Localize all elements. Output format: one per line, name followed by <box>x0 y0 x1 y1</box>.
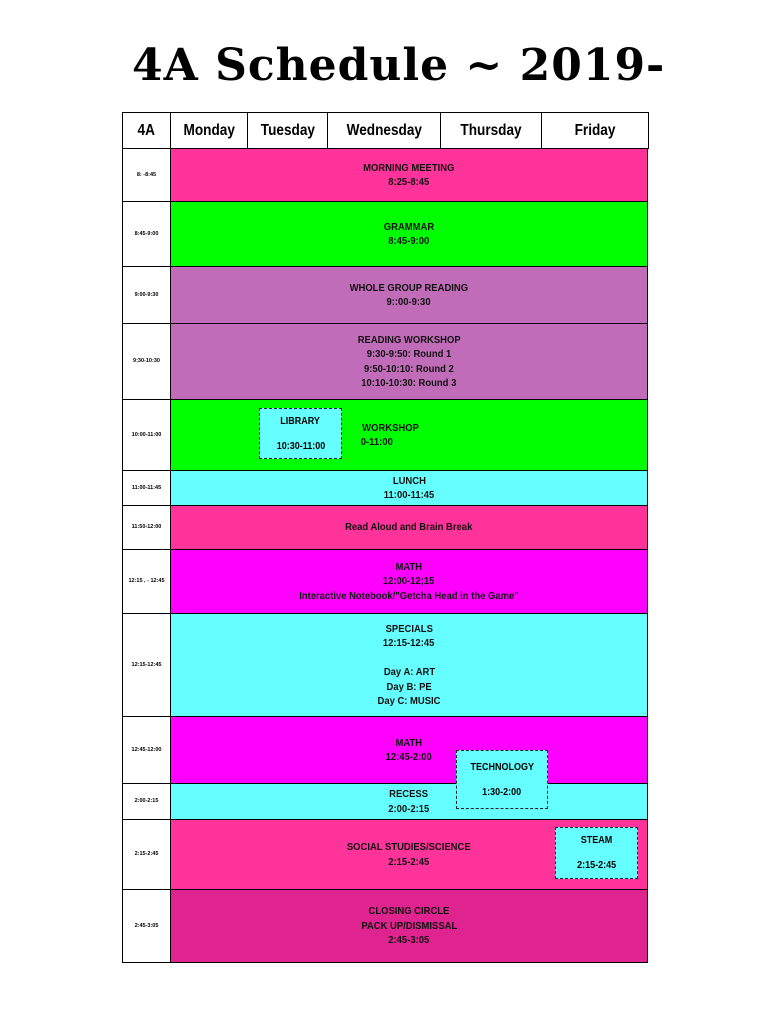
header-label: Tuesday <box>260 121 315 139</box>
block-line: GRAMMAR <box>383 220 435 233</box>
header-label: 4A <box>137 121 156 139</box>
time-cell: 9:00-9:30 <box>122 266 171 324</box>
block-line: WHOLE GROUP READING <box>349 281 469 294</box>
block-line: Interactive Notebook/"Getcha Head in the Game" <box>299 589 519 602</box>
schedule-block <box>170 399 648 471</box>
schedule-block <box>170 323 648 400</box>
schedule-block <box>170 505 648 550</box>
block-line: WORKSHOP <box>362 421 419 434</box>
time-cell: 11:00-11:45 <box>122 470 171 506</box>
header-4a <box>122 112 171 149</box>
page-title: 4A Schedule ~ 2019- <box>132 40 666 91</box>
block-line: SOCIAL STUDIES/SCIENCE <box>347 841 471 853</box>
time-cell: 8: -8:45 <box>122 148 171 202</box>
block-line: Read Aloud and Brain Break <box>345 521 473 534</box>
block-line: 9:30-9:50: Round 1 <box>366 348 452 360</box>
block-line: 11:00-11:45 <box>383 489 435 501</box>
schedule-block <box>170 716 648 784</box>
block-line: 12:45-2:00 <box>385 751 433 763</box>
schedule-block <box>170 613 648 717</box>
block-line: SPECIALS <box>385 622 433 635</box>
block-line: 9:50-10:10: Round 2 <box>364 362 454 375</box>
block-line: 8:45-9:00 <box>388 235 430 247</box>
library-time: 10:30-11:00 <box>276 440 325 452</box>
block-line: LUNCH <box>392 474 426 487</box>
block-line: 12:15-12:45 <box>383 637 435 649</box>
time-cell: 2:00-2:15 <box>122 783 171 820</box>
block-line: 0-11:00 <box>360 436 393 448</box>
steam-time: 2:15-2:45 <box>576 860 617 871</box>
time-cell: 11:50-12:00 <box>122 505 171 550</box>
schedule-block <box>170 889 648 963</box>
time-cell: 9:30-10:30 <box>122 323 171 400</box>
schedule-block <box>170 266 648 324</box>
block-line: MATH <box>395 736 423 749</box>
schedule-block <box>170 470 648 506</box>
block-line: 12:00-12;15 <box>383 575 435 588</box>
schedule-block <box>170 148 648 202</box>
library-callout <box>259 408 342 459</box>
header-monday <box>170 112 248 149</box>
schedule-block <box>170 783 648 820</box>
header-label: Thursday <box>460 121 522 139</box>
block-line: PACK UP/DISMISSAL <box>361 919 457 932</box>
block-line: 9::00-9:30 <box>386 296 432 308</box>
block-line: 10:10-10:30: Round 3 <box>361 377 457 389</box>
technology-title: TECHNOLOGY <box>470 761 534 773</box>
block-line: 2:45-3:05 <box>388 934 430 947</box>
block-line: READING WORKSHOP <box>357 333 461 346</box>
header-thursday <box>440 112 542 149</box>
steam-callout <box>555 827 638 879</box>
block-line: RECESS <box>389 788 429 800</box>
header-tuesday <box>247 112 328 149</box>
block-line: 2:00-2:15 <box>388 802 430 815</box>
time-cell: 12:15 , - 12:45 <box>122 549 171 614</box>
time-cell: 10:00-11:00 <box>122 399 171 471</box>
time-cell: 12:15-12:45 <box>122 613 171 717</box>
block-line: 8:25-8:45 <box>388 176 430 188</box>
time-cell: 8:45-9:00 <box>122 201 171 267</box>
header-label: Monday <box>183 121 235 139</box>
technology-time: 1:30-2:00 <box>482 786 522 798</box>
steam-title: STEAM <box>580 835 613 846</box>
block-line: Day C: MUSIC <box>377 695 441 707</box>
schedule-block <box>170 201 648 267</box>
time-cell: 12:45-12:00 <box>122 716 171 784</box>
header-label: Friday <box>574 121 616 139</box>
block-line: MATH <box>395 560 423 573</box>
block-line: CLOSING CIRCLE <box>368 905 450 918</box>
technology-callout <box>456 750 548 809</box>
header-friday <box>541 112 649 149</box>
schedule-block <box>170 549 648 614</box>
header-label: Wednesday <box>346 121 422 139</box>
block-line: MORNING MEETING <box>363 161 455 174</box>
block-line: Day A: ART <box>383 666 435 678</box>
block-line: 2:15-2:45 <box>388 855 430 868</box>
time-cell: 2:15-2:45 <box>122 819 171 890</box>
time-cell: 2:45-3:05 <box>122 889 171 963</box>
block-line: Day B: PE <box>386 680 432 693</box>
library-title: LIBRARY <box>280 415 321 427</box>
header-wednesday <box>327 112 441 149</box>
